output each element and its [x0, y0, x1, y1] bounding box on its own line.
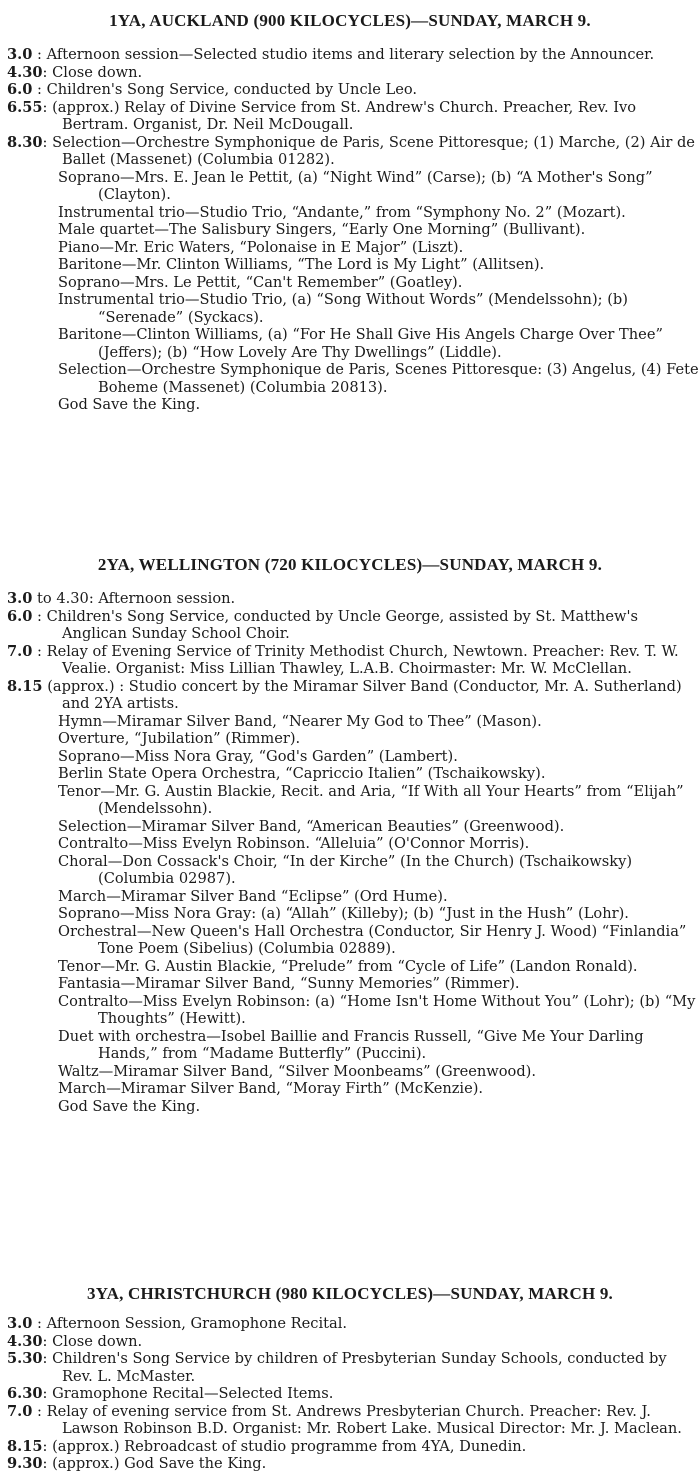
- programme-item: Hymn—Miramar Silver Band, “Nearer My God to Thee” (Mason).: [58, 712, 542, 730]
- programme-item: God Save the King.: [58, 396, 201, 413]
- programme-item: Baritone—Clinton Williams, (a) “For He Shall Give His Angels Charge Over Thee” (Jeffers); (b) “How Lovely Are Thy Dwellings” (Liddle).: [58, 326, 668, 361]
- schedule-entry: 8.30: Selection—Orchestre Symphonique de Paris, Scene Pittoresque; (1) Marche, (2) Air de Ballet (Massenet) (Columbia 01282).: [7, 133, 700, 168]
- schedule-entry: 8.15: (approx.) Rebroadcast of studio programme from 4YA, Dunedin.: [7, 1437, 527, 1455]
- station-heading: 1YA, AUCKLAND (900 KILOCYCLES)—SUNDAY, MARCH 9.: [109, 11, 591, 30]
- schedule-entry: 8.15 (approx.) : Studio concert by the Miramar Silver Band (Conductor, Mr. A. Sutherland) and 2YA artists.: [7, 677, 687, 712]
- programme-item: Berlin State Opera Orchestra, “Capriccio Italien” (Tschaikowsky).: [58, 765, 546, 782]
- programme-items: [0, 713, 700, 1116]
- schedule-entry: 4.30: Close down.: [7, 1332, 143, 1350]
- schedule-entry: 9.30: (approx.) God Save the King.: [7, 1455, 267, 1472]
- programme-item: God Save the King.: [58, 1097, 201, 1115]
- station-heading: 2YA, WELLINGTON (720 KILOCYCLES)—SUNDAY, MARCH 9.: [97, 555, 603, 574]
- programme-item: Instrumental trio—Studio Trio, “Andante,” from “Symphony No. 2” (Mozart).: [58, 203, 626, 221]
- programme-item: March—Miramar Silver Band, “Moray Firth” (McKenzie).: [58, 1080, 484, 1097]
- schedule-entry: 7.0 : Relay of evening service from St. Andrews Presbyterian Church. Preacher: Rev. J. Lawson Robinson B.D. Organist: Mr. Robert Lake. Musical Director: Mr. J. Maclean.: [7, 1402, 682, 1437]
- schedule-entry: 3.0 : Afternoon Session, Gramophone Recital.: [7, 1315, 348, 1332]
- schedule-entry: 6.55: (approx.) Relay of Divine Service from St. Andrew's Church. Preacher, Rev. Ivo Bertram. Organist, Dr. Neil McDougall.: [7, 98, 641, 133]
- schedule-entry: 5.30: Children's Song Service by children of Presbyterian Sunday Schools, conducted by Rev. L. McMaster.: [7, 1350, 672, 1385]
- programme-item: Baritone—Mr. Clinton Williams, “The Lord is My Light” (Allitsen).: [58, 256, 545, 273]
- schedule-entry: 6.30: Gramophone Recital—Selected Items.: [7, 1385, 334, 1402]
- programme-item: Tenor—Mr. G. Austin Blackie, Recit. and Aria, “If With all Your Hearts” from “Elijah” (Mendelssohn).: [58, 782, 689, 817]
- programme-item: Selection—Miramar Silver Band, “American Beauties” (Greenwood).: [58, 817, 565, 835]
- schedule-list: [0, 46, 700, 169]
- programme-item: Overture, “Jubilation” (Rimmer).: [58, 730, 301, 747]
- programme-item: Tenor—Mr. G. Austin Blackie, “Prelude” from “Cycle of Life” (Landon Ronald).: [58, 957, 638, 975]
- programme-item: Contralto—Miss Evelyn Robinson: (a) “Home Isn't Home Without You” (Lohr); (b) “My Thoughts” (Hewitt).: [58, 992, 700, 1027]
- schedule-entry: 4.30: Close down.: [7, 63, 143, 81]
- programme-item: Duet with orchestra—Isobel Baillie and Francis Russell, “Give Me Your Darling Hands,” from “Madame Butterfly” (Puccini).: [58, 1027, 649, 1062]
- programme-item: Selection—Orchestre Symphonique de Paris, Scenes Pittoresque: (3) Angelus, (4) Fete Boheme (Massenet) (Columbia 20813).: [58, 361, 699, 396]
- programme-items: [0, 169, 700, 414]
- station-section-1ya: [0, 10, 700, 414]
- schedule-entry: 7.0 : Relay of Evening Service of Trinity Methodist Church, Newtown. Preacher: Rev. T. W. Vealie. Organist: Miss Lillian Thawley, L.A.B. Choirmaster: Mr. W. McClellan.: [7, 642, 684, 677]
- programme-item: Fantasia—Miramar Silver Band, “Sunny Memories” (Rimmer).: [58, 975, 520, 992]
- programme-item: Choral—Don Cossack's Choir, “In der Kirche” (In the Church) (Tschaikowsky) (Columbia 02987).: [58, 852, 637, 887]
- schedule-entry: 6.0 : Children's Song Service, conducted by Uncle George, assisted by St. Matthew's Anglican Sunday School Choir.: [7, 607, 643, 642]
- programme-item: Waltz—Miramar Silver Band, “Silver Moonbeams” (Greenwood).: [58, 1062, 537, 1080]
- schedule-list: [0, 590, 700, 713]
- schedule-entry: 3.0 : Afternoon session—Selected studio items and literary selection by the Announcer.: [7, 46, 655, 63]
- programme-item: Instrumental trio—Studio Trio, (a) “Song Without Words” (Mendelssohn); (b) “Serenade” (Syckacs).: [58, 291, 633, 326]
- station-section-2ya: [0, 554, 700, 1115]
- station-heading: 3YA, CHRISTCHURCH (980 KILOCYCLES)—SUNDAY, MARCH 9.: [87, 1284, 613, 1303]
- programme-item: March—Miramar Silver Band “Eclipse” (Ord Hume).: [58, 887, 448, 905]
- station-section-3ya: [0, 1283, 700, 1473]
- schedule-entry: 6.0 : Children's Song Service, conducted by Uncle Leo.: [7, 81, 418, 98]
- programme-item: Soprano—Miss Nora Gray, “God's Garden” (Lambert).: [58, 747, 458, 765]
- programme-item: Male quartet—The Salisbury Singers, “Early One Morning” (Bullivant).: [58, 221, 586, 238]
- programme-item: Contralto—Miss Evelyn Robinson. “Alleluia” (O'Connor Morris).: [58, 835, 530, 852]
- programme-item: Piano—Mr. Eric Waters, “Polonaise in E Major” (Liszt).: [58, 238, 464, 256]
- schedule-entry: 3.0 to 4.30: Afternoon session.: [7, 590, 236, 607]
- schedule-list: [0, 1315, 700, 1473]
- programme-item: Soprano—Mrs. E. Jean le Pettit, (a) “Night Wind” (Carse); (b) “A Mother's Song” (Clayton).: [58, 168, 658, 203]
- programme-item: Orchestral—New Queen's Hall Orchestra (Conductor, Sir Henry J. Wood) “Finlandia” Tone Poem (Sibelius) (Columbia 02889).: [58, 922, 692, 957]
- programme-item: Soprano—Mrs. Le Pettit, “Can't Remember” (Goatley).: [58, 273, 463, 291]
- programme-item: Soprano—Miss Nora Gray: (a) “Allah” (Killeby); (b) “Just in the Hush” (Lohr).: [58, 905, 629, 922]
